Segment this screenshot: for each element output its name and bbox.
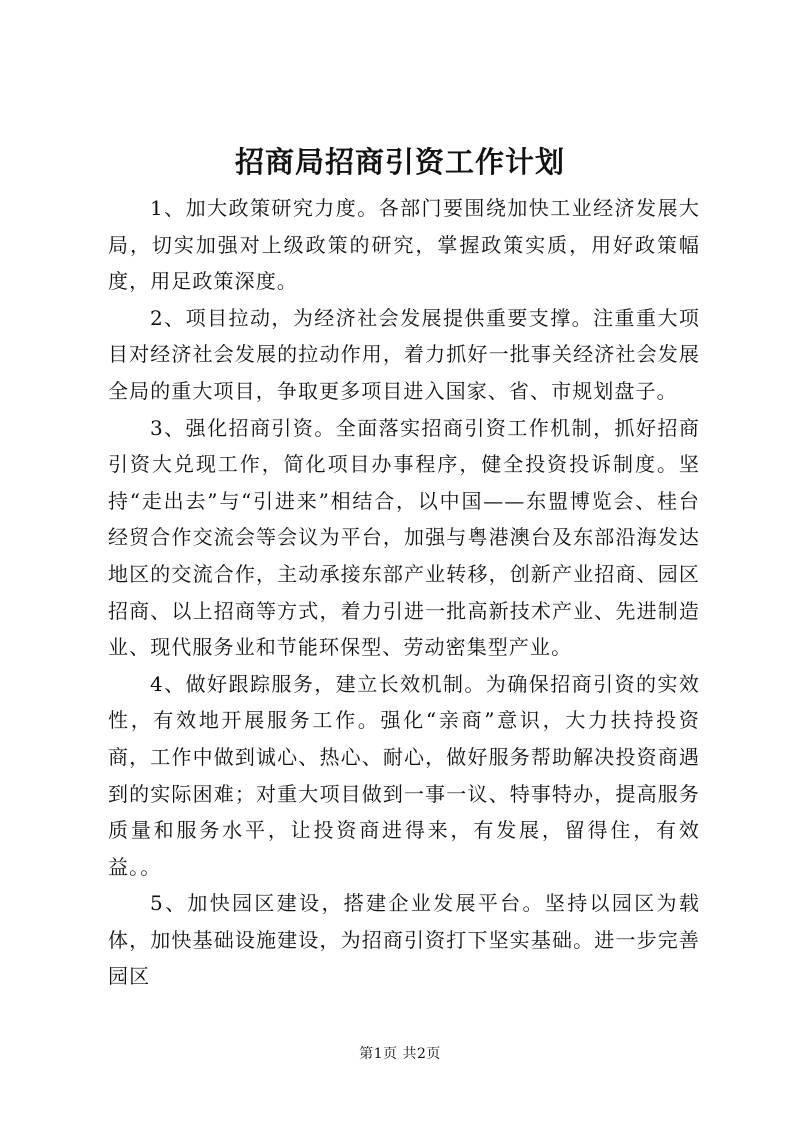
- paragraph-4: 4、做好跟踪服务，建立长效机制。为确保招商引资的实效性，有效地开展服务工作。强化“亲商”意识，大力扶持投资商，工作中做到诚心、热心、耐心，做好服务帮助解决投资商遇到的实际困难；对重大项目做到一事一议、特事特办，提高服务质量和服务水平，让投资商进得来，有发展，留得住，有效益。。: [108, 671, 700, 879]
- page-title: 招商局招商引资工作计划: [234, 145, 565, 179]
- paragraph-3: 3、强化招商引资。全面落实招商引资工作机制，抓好招商引资大兑现工作，简化项目办事程序，健全投资投诉制度。坚持“走出去”与“引进来”相结合，以中国——东盟博览会、桂台经贸合作交流会等会议为平台，加强与粤港澳台及东部沿海发达地区的交流合作，主动承接东部产业转移，创新产业招商、园区招商、以上招商等方式，着力引进一批高新技术产业、先进制造业、现代服务业和节能环保型、劳动密集型产业。: [108, 415, 700, 660]
- paragraph-1: 1、加大政策研究力度。各部门要围绕加快工业经济发展大局，切实加强对上级政策的研究，掌握政策实质，用好政策幅度，用足政策深度。: [108, 196, 700, 294]
- paragraph-2: 2、项目拉动，为经济社会发展提供重要支撑。注重重大项目对经济社会发展的拉动作用，着力抓好一批事关经济社会发展全局的重大项目，争取更多项目进入国家、省、市规划盘子。: [108, 305, 700, 403]
- paragraph-5: 5、加快园区建设，搭建企业发展平台。坚持以园区为载体，加快基础设施建设，为招商引资打下坚实基础。进一步完善园区: [108, 891, 700, 989]
- document-body: [108, 190, 700, 995]
- page-footer: 第1页 共2页: [359, 1046, 441, 1062]
